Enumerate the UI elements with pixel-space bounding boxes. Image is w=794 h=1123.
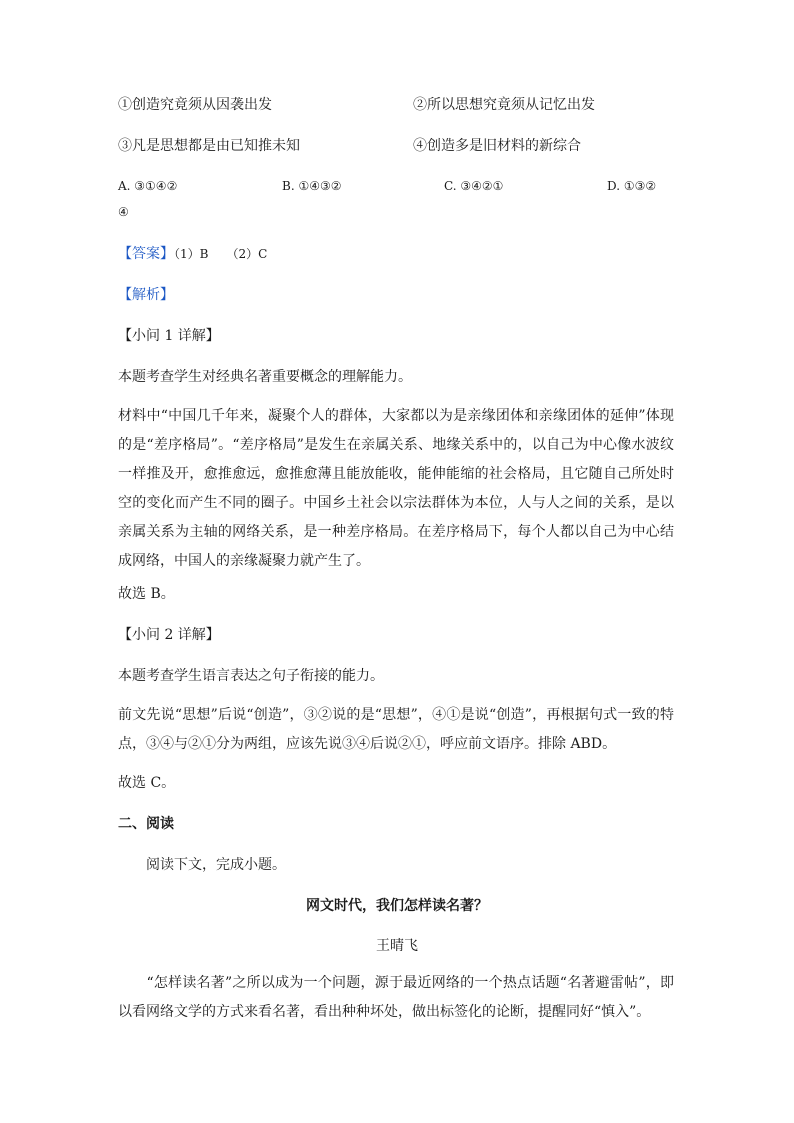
q2-intro: 本题考查学生语言表达之句子衔接的能力。	[118, 668, 384, 684]
q1-intro: 本题考查学生对经典名著重要概念的理解能力。	[118, 369, 412, 385]
section-title: 二、阅读	[118, 816, 174, 832]
q1-conclusion: 故选 B。	[118, 586, 175, 602]
q1-body: 材料中“中国几千年来，凝聚个人的群体，大家都以为是亲缘团体和亲缘团体的延伸”体现的是“差序格局”。“差序格局”是发生在亲属关系、地缘关系中的，以自己为中心像水波纹一样推及开，愈推愈远，愈推愈薄且能放能收，能伸能缩的社会格局，且它随自己所处时空的变化而产生不同的圈子。中国乡土社会以宗法群体为本位，人与人之间的关系，是以亲属关系为主轴的网络关系，是一种差序格局。在差序格局下，每个人都以自己为中心结成网络，中国人的亲缘凝聚力就产生了。	[118, 408, 674, 569]
option-b: B. ①④③②	[282, 179, 342, 193]
q2-heading: 【小问 2 详解】	[118, 627, 220, 643]
option-c: C. ③④②①	[444, 179, 504, 193]
option-d: D. ①③②	[607, 179, 657, 193]
statement-4: ④创造多是旧材料的新综合	[413, 138, 581, 154]
article-title: 网文时代，我们怎样读名著？	[306, 898, 488, 914]
article-body: “怎样读名著”之所以成为一个问题，源于最近网络的一个热点话题“名著避雷帖”，即以看网络文学的方式来看名著，看出种种坏处，做出标签化的论断，提醒同好“慎入”。	[118, 975, 674, 1020]
option-a: A. ③①④②	[118, 179, 178, 193]
statement-1: ①创造究竟须从因袭出发	[118, 97, 272, 113]
answer-text: （1）B （2）C	[174, 247, 268, 261]
article-author: 王晴飞	[376, 938, 418, 954]
q2-body: 前文先说“思想”后说“创造”，③②说的是“思想”，④①是说“创造”，再根据句式一致的特点，③④与②①分为两组，应该先说③④后说②①，呼应前文语序。排除 ABD。	[118, 707, 674, 752]
section-instruction: 阅读下文，完成小题。	[146, 857, 286, 873]
analysis-label: 【解析】	[118, 287, 174, 303]
q1-heading: 【小问 1 详解】	[118, 328, 220, 344]
answer-line	[118, 244, 267, 264]
option-d-wrap: ④	[118, 205, 129, 219]
statement-2: ②所以思想究竟须从记忆出发	[413, 97, 595, 113]
statement-3: ③凡是思想都是由已知推未知	[118, 138, 300, 154]
q2-conclusion: 故选 C。	[118, 775, 176, 791]
answer-label: 【答案】	[118, 246, 174, 262]
